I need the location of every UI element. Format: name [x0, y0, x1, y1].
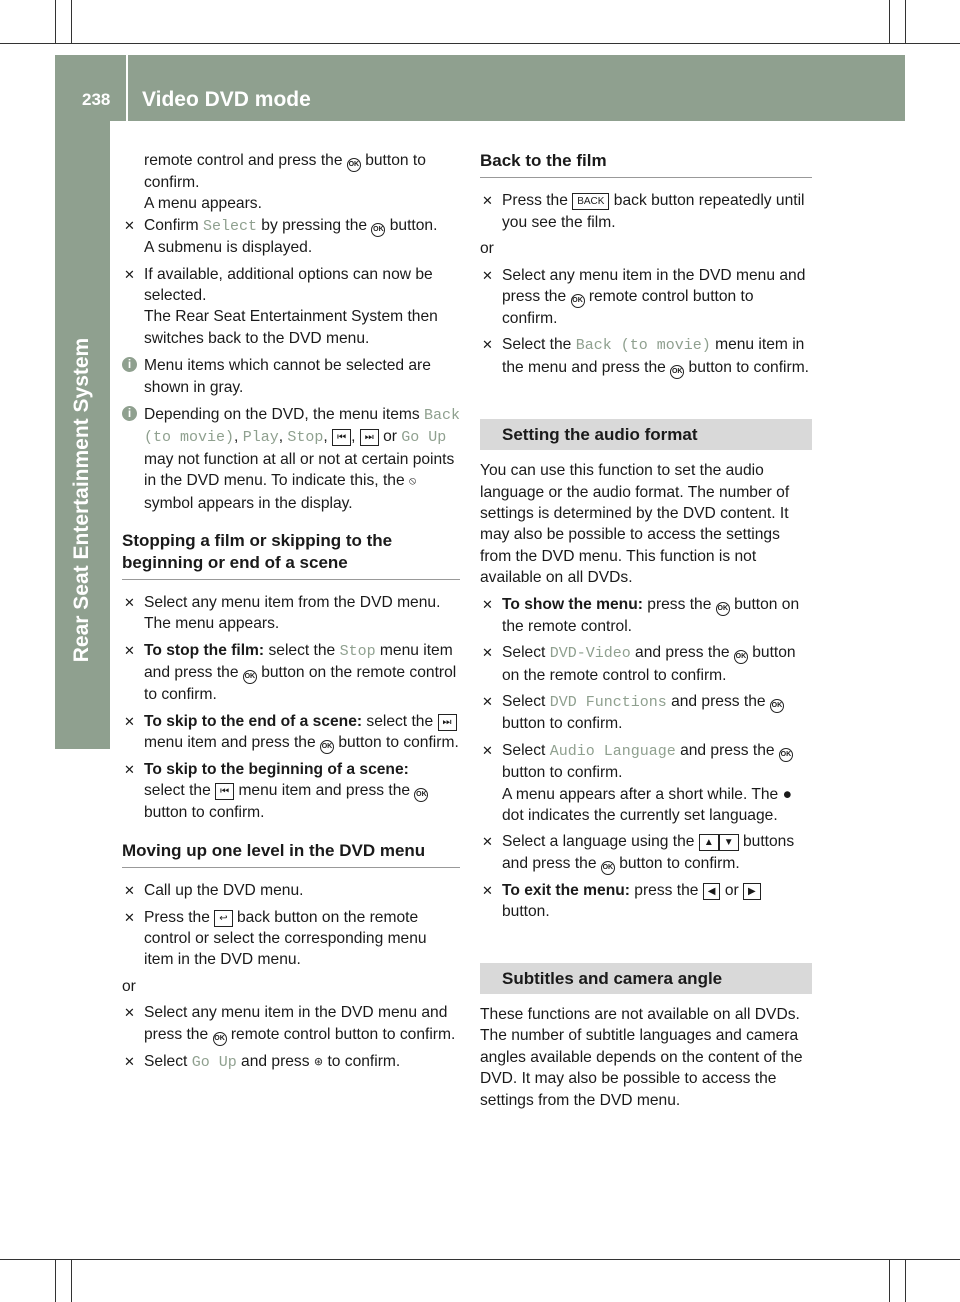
skip-forward-icon: ⏭: [438, 714, 457, 731]
ok-button-icon: OK: [213, 1032, 227, 1046]
step-go-up: ✕ Select Go Up and press ⊛ to confirm.: [122, 1051, 460, 1073]
ok-button-icon: OK: [770, 699, 784, 713]
dot-icon: ●: [782, 785, 792, 803]
step-select-language: ✕ Select a language using the ▲ ▼ buttons and press the OK button to confirm.: [480, 831, 812, 874]
step-call-up: ✕ Call up the DVD menu.: [124, 882, 304, 900]
controller-knob-icon: ⊛: [313, 1055, 324, 1068]
section-heading-subtitles: Subtitles and camera angle: [480, 963, 812, 994]
page-title: Video DVD mode: [142, 88, 311, 111]
ok-button-icon: OK: [320, 740, 334, 754]
ok-button-icon: OK: [243, 670, 257, 684]
or-text: or: [480, 240, 494, 258]
ok-button-icon: OK: [734, 650, 748, 664]
ok-button-icon: OK: [779, 748, 793, 762]
ok-button-icon: OK: [670, 365, 684, 379]
back-button-icon: BACK: [572, 193, 609, 210]
step-select-any: ✕ Select any menu item in the DVD menu and press the OK remote control button to confirm.: [482, 266, 806, 328]
crop-mark: [905, 0, 906, 44]
ok-button-icon: OK: [371, 223, 385, 237]
ok-button-icon: OK: [601, 861, 615, 875]
up-arrow-icon: ▲: [699, 834, 719, 851]
ok-button-icon: OK: [347, 158, 361, 172]
crop-mark: [71, 1259, 72, 1302]
left-arrow-icon: ◀: [703, 883, 721, 900]
ok-button-icon: OK: [414, 788, 428, 802]
step-skip-end: ✕ To skip to the end of a scene: select the ⏭ menu item and press the OK button to confirm.: [122, 711, 460, 754]
step-available: ✕ If available, additional options can now be selected. The Rear Seat Entertainment System then switches back to the DVD menu.: [124, 265, 438, 347]
ok-button-icon: OK: [571, 294, 585, 308]
crop-mark: [889, 0, 890, 44]
section-heading-audio: Setting the audio format: [480, 419, 812, 450]
section-heading-up: Moving up one level in the DVD menu: [122, 840, 460, 868]
ok-button-icon: OK: [716, 602, 730, 616]
step-press-back-repeatedly: ✕ Press the BACK back button repeatedly until you see the film.: [482, 192, 805, 231]
step-back-to-movie: ✕ Select the Back (to movie) menu item in the menu and press the OK button to confirm.: [480, 334, 812, 378]
step-show-menu: ✕ To show the menu: press the OK button on the remote control.: [482, 595, 800, 635]
info-icon: i: [122, 357, 137, 372]
arrow-icon: ✕: [124, 266, 135, 282]
left-column: [122, 150, 460, 1078]
crop-mark: [0, 1259, 960, 1260]
audio-intro: You can use this function to set the audio language or the audio format. The number of settings is determined by the DVD content. It may also be possible to access the settings from the DVD menu. This function is not available on all DVDs.: [480, 462, 790, 587]
crop-mark: [71, 0, 72, 44]
back-arrow-icon: ↩: [214, 910, 232, 927]
right-column: [480, 150, 812, 1116]
step-skip-beginning: ✕ To skip to the beginning of a scene: select the ⏮ menu item and press the OK button to confirm.: [124, 760, 427, 822]
step-exit-menu: ✕ To exit the menu: press the ◀ or ▶ button.: [480, 880, 812, 923]
menu-item-code: Select: [202, 217, 257, 235]
skip-back-icon: ⏮: [332, 429, 351, 446]
note-gray-items: i Menu items which cannot be selected are shown in gray.: [122, 355, 460, 398]
prohibited-icon: ⦸: [408, 475, 417, 488]
arrow-icon: ✕: [124, 217, 135, 233]
right-arrow-icon: ▶: [743, 883, 761, 900]
crop-mark: [889, 1259, 890, 1302]
step-audio-language: ✕ Select Audio Language and press the OK button to confirm. A menu appears after a short while. The ● dot indicates the currently set language.: [482, 741, 792, 824]
section-heading-back: Back to the film: [480, 150, 812, 178]
or-text: or: [122, 977, 136, 995]
step-select-any: ✕ Select any menu item in the DVD menu and press the OK remote control button to confirm.: [122, 1002, 460, 1045]
skip-forward-icon: ⏭: [360, 429, 379, 446]
skip-back-icon: ⏮: [215, 783, 234, 800]
note-menu-items: i Depending on the DVD, the menu items Back (to movie), Play, Stop, ⏮ , ⏭ or Go Up may not function at all or not at certain points in the DVD menu. To indicate this, the ⦸ symbol appears in the display.: [122, 404, 460, 514]
crop-mark: [905, 1259, 906, 1302]
step-select-menu: ✕ Select any menu item from the DVD menu. The menu appears.: [124, 593, 441, 633]
side-tab-label: Rear Seat Entertainment System: [70, 337, 93, 663]
page-number: 238: [82, 90, 111, 109]
subtitles-text: These functions are not available on all DVDs. The number of subtitle languages and camera angles available depends on the content of the DVD. It may also be possible to access the settings from the DVD menu.: [480, 1005, 803, 1109]
crop-mark: [0, 43, 960, 44]
step-press-back: ✕ Press the ↩ back button on the remote control or select the corresponding menu item in the DVD menu.: [124, 908, 427, 969]
down-arrow-icon: ▼: [719, 834, 739, 851]
header-divider: [126, 55, 128, 121]
info-icon: i: [122, 406, 137, 421]
section-heading-stop: Stopping a film or skipping to the beginning or end of a scene: [122, 530, 460, 580]
intro-text: remote control and press the OK button to confirm. A menu appears.: [144, 152, 426, 213]
crop-mark: [55, 0, 56, 44]
crop-mark: [55, 1259, 56, 1302]
step-dvd-functions: ✕ Select DVD Functions and press the OK button to confirm.: [482, 692, 783, 733]
step-dvd-video: ✕ Select DVD-Video and press the OK button on the remote control to confirm.: [482, 644, 796, 684]
step-stop-film: ✕ To stop the film: select the Stop menu item and press the OK button on the remote control to confirm.: [124, 641, 457, 704]
step-confirm: ✕ Confirm Select by pressing the OK button. A submenu is displayed.: [124, 216, 438, 257]
